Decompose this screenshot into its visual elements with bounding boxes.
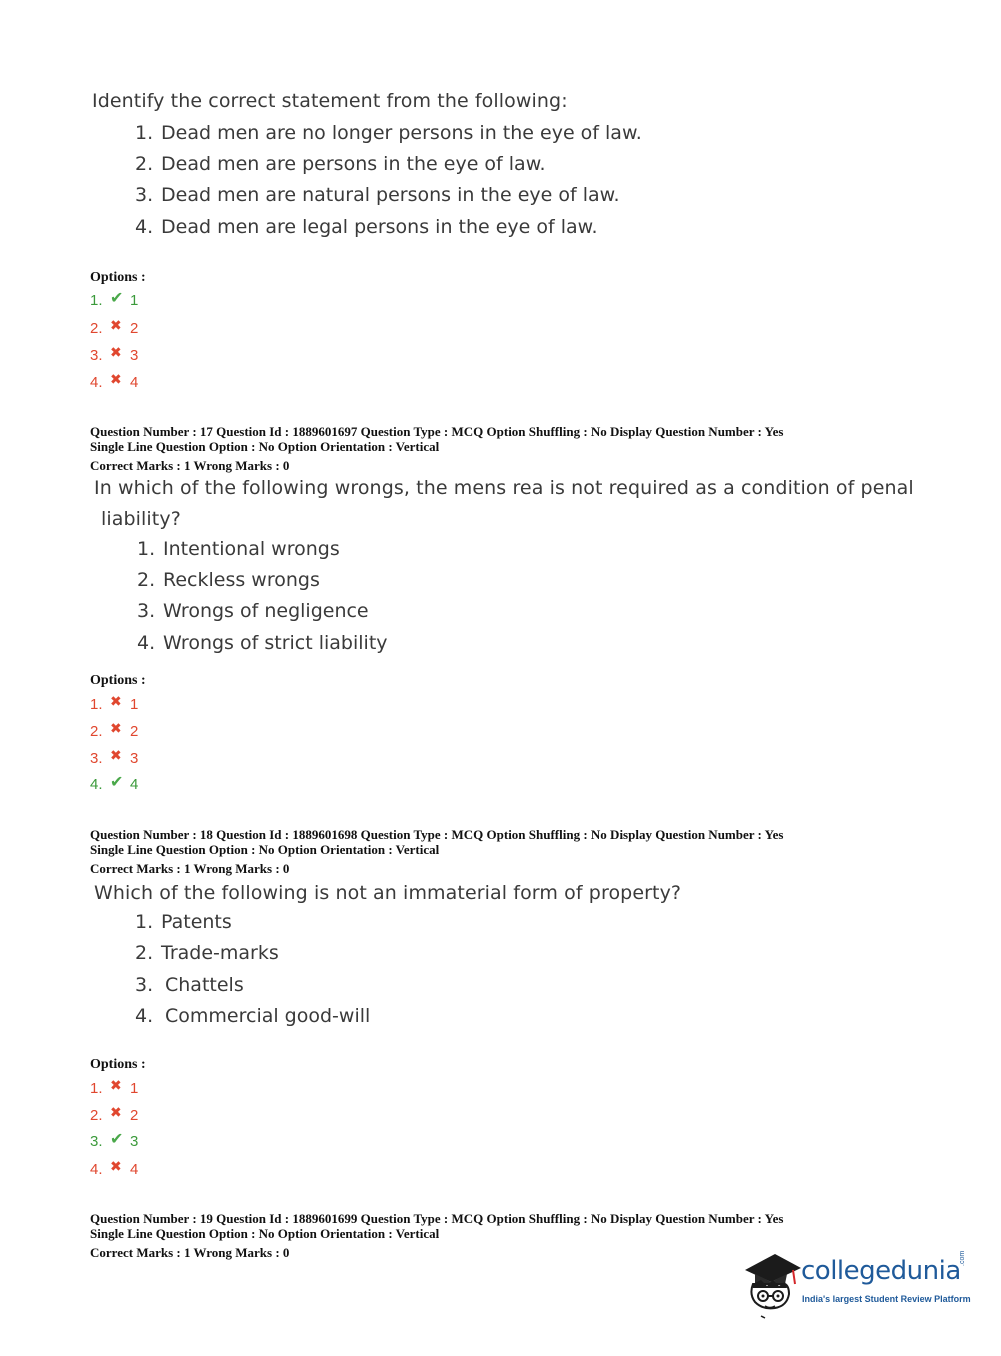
choice-item: 4. Dead men are legal persons in the eye of law. <box>135 216 598 238</box>
choice-item: 3. Chattels <box>135 974 244 996</box>
question-18-options <box>90 1078 138 1179</box>
cross-icon: ✖ <box>110 371 122 387</box>
logo-wordmark: collegedunia <box>801 1256 961 1286</box>
cross-icon: ✖ <box>110 1104 122 1120</box>
cross-icon: ✖ <box>110 720 122 736</box>
choice-item: 1. Patents <box>135 911 232 933</box>
question-17-options <box>90 694 138 795</box>
choice-item: 4. Commercial good-will <box>135 1005 371 1027</box>
question-18-text: Which of the following is not an immaterial form of property? <box>94 882 682 904</box>
question-17-text-cont: liability? <box>101 508 181 530</box>
choice-item: 3. Wrongs of negligence <box>137 600 369 622</box>
option-item: 2. ✖ 2 <box>90 1104 139 1124</box>
check-icon: ✔ <box>110 290 124 307</box>
option-item: 3. ✖ 3 <box>90 344 139 364</box>
cross-icon: ✖ <box>110 1158 122 1174</box>
choice-item: 2. Dead men are persons in the eye of law. <box>135 153 546 175</box>
question-16-choices <box>135 122 642 247</box>
option-item: 2. ✖ 2 <box>90 317 139 337</box>
question-18-meta: Question Number : 18 Question Id : 1889601698 Question Type : MCQ Option Shuffling : No Display Question Number : Yes Single Line Question Option : No Option Orientation : Vertical Correct Marks : 1 Wrong Marks : 0 <box>90 827 784 876</box>
cross-icon: ✖ <box>110 344 122 360</box>
choice-item: 4. Wrongs of strict liability <box>137 632 388 654</box>
options-label: Options : <box>90 1057 146 1072</box>
question-16-text: Identify the correct statement from the following: <box>92 90 568 112</box>
options-label: Options : <box>90 673 146 688</box>
option-item: 3. ✔ 3 <box>90 1131 139 1150</box>
choice-item: 1. Dead men are no longer persons in the eye of law. <box>135 122 642 144</box>
question-17-choices <box>137 538 388 663</box>
question-16-options <box>90 291 138 392</box>
option-item: 1. ✖ 1 <box>90 693 139 713</box>
question-18-choices <box>135 911 370 1036</box>
check-icon: ✔ <box>110 1131 124 1148</box>
option-item: 2. ✖ 2 <box>90 720 139 740</box>
choice-item: 1. Intentional wrongs <box>137 538 340 560</box>
mascot-icon <box>741 1248 803 1320</box>
cross-icon: ✖ <box>110 317 122 333</box>
option-item: 1. ✔ 1 <box>90 290 139 309</box>
logo-suffix: .com <box>959 1250 966 1266</box>
question-17-text: In which of the following wrongs, the mens rea is not required as a condition of penal <box>94 477 914 499</box>
logo-tagline: India's largest Student Review Platform <box>802 1294 971 1304</box>
option-item: 4. ✖ 4 <box>90 371 139 391</box>
cross-icon: ✖ <box>110 747 122 763</box>
option-item: 4. ✖ 4 <box>90 1158 139 1178</box>
choice-item: 2. Trade-marks <box>135 942 279 964</box>
choice-item: 2. Reckless wrongs <box>137 569 320 591</box>
collegedunia-logo[interactable] <box>741 1248 971 1320</box>
choice-item: 3. Dead men are natural persons in the eye of law. <box>135 184 620 206</box>
check-icon: ✔ <box>110 774 124 791</box>
cross-icon: ✖ <box>110 1077 122 1093</box>
cross-icon: ✖ <box>110 693 122 709</box>
question-19-meta: Question Number : 19 Question Id : 1889601699 Question Type : MCQ Option Shuffling : No Display Question Number : Yes Single Line Question Option : No Option Orientation : Vertical Correct Marks : 1 Wrong Marks : 0 <box>90 1211 784 1260</box>
option-item: 3. ✖ 3 <box>90 747 139 767</box>
question-17-meta: Question Number : 17 Question Id : 1889601697 Question Type : MCQ Option Shuffling : No Display Question Number : Yes Single Line Question Option : No Option Orientation : Vertical Correct Marks : 1 Wrong Marks : 0 <box>90 424 784 473</box>
options-label: Options : <box>90 270 146 285</box>
option-item: 4. ✔ 4 <box>90 774 139 793</box>
option-item: 1. ✖ 1 <box>90 1077 139 1097</box>
